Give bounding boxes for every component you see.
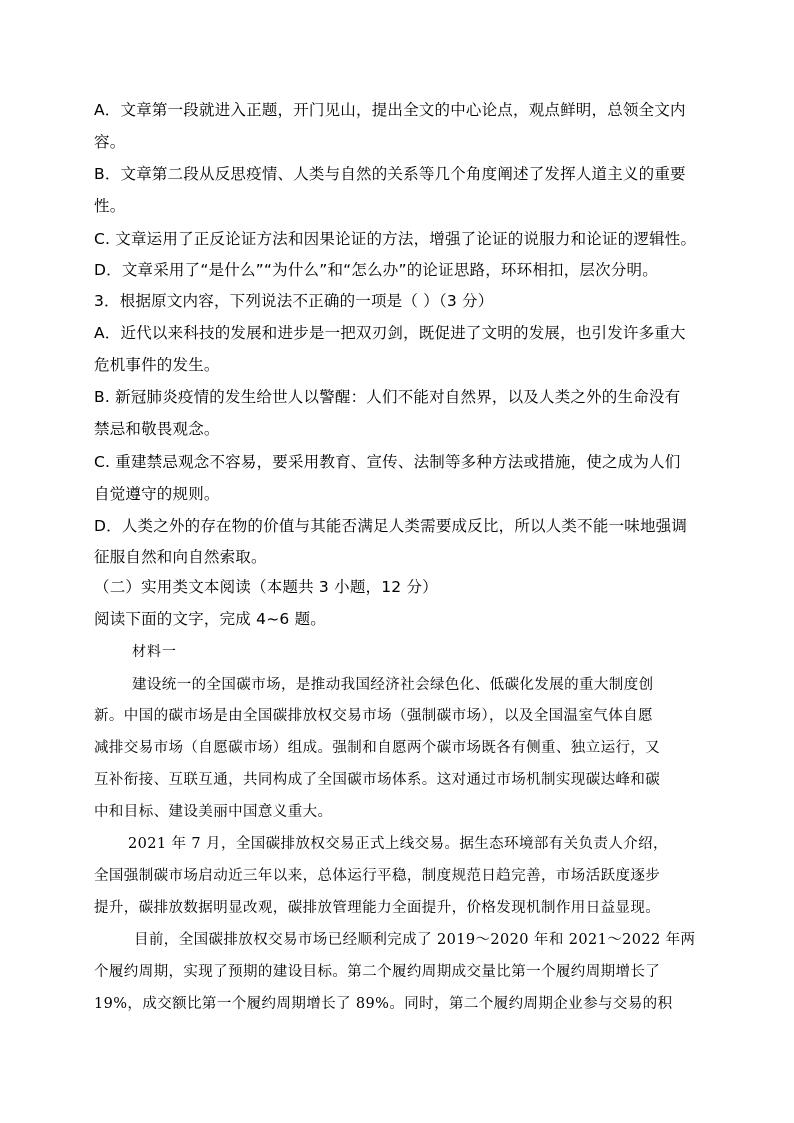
section-instruction: 阅读下面的文字，完成 4~6 题。: [94, 610, 326, 628]
q3-option-c-line1: C. 重建禁忌观念不容易，要采用教育、宣传、法制等多种方法或措施，使之成为人们: [94, 453, 681, 471]
q2-option-b-line2: 性。: [94, 197, 126, 215]
material-para1-line1: 建设统一的全国碳市场，是推动我国经济社会绿色化、低碳化发展的重大制度创: [132, 677, 654, 693]
q2-option-d: D．文章采用了“是什么”“为什么”和“怎么办”的论证思路，环环相扣，层次分明。: [94, 261, 658, 279]
material-para1-line4: 互补衔接、互联互通，共同构成了全国碳市场体系。这对通过市场机制实现碳达峰和碳: [94, 772, 661, 788]
q3-option-c-line2: 自觉遵守的规则。: [94, 485, 220, 503]
material-para2-line3: 提升，碳排放数据明显改观，碳排放管理能力全面提升，价格发现机制作用日益显现。: [94, 900, 661, 916]
q3-option-d-line2: 征服自然和向自然索取。: [94, 548, 267, 566]
material-para3-line2: 个履约周期，实现了预期的建设目标。第二个履约周期成交量比第一个履约周期增长了: [94, 964, 661, 980]
material-para3-line3: 19%，成交额比第一个履约周期增长了 89%。同时，第二个履约周期企业参与交易的积: [94, 996, 673, 1012]
q3-option-b-line2: 禁忌和敬畏观念。: [94, 420, 220, 438]
q3-option-a-line2: 危机事件的发生。: [94, 356, 220, 374]
q2-option-c: C. 文章运用了正反论证方法和因果论证的方法，增强了论证的说服力和论证的逻辑性。: [94, 230, 697, 248]
section-heading: （二）实用类文本阅读（本题共 3 小题，12 分）: [94, 578, 438, 596]
material-para1-line2: 新。中国的碳市场是由全国碳排放权交易市场（强制碳市场），以及全国温室气体自愿: [94, 708, 653, 724]
material-para2-line1: 2021 年 7 月，全国碳排放权交易正式上线交易。据生态环境部有关负责人介绍，: [128, 836, 668, 852]
material-para3-line1: 目前，全国碳排放权交易市场已经顺利完成了 2019～2020 年和 2021～2022 年两: [134, 932, 696, 948]
material-label: 材料一: [132, 644, 177, 660]
q2-option-a-line1: A．文章第一段就进入正题，开门见山，提出全文的中心论点，观点鲜明，总领全文内: [94, 101, 686, 119]
material-para1-line5: 中和目标、建设美丽中国意义重大。: [94, 804, 333, 820]
q3-option-d-line1: D．人类之外的存在物的价值与其能否满足人类需要成反比，所以人类不能一味地强调: [94, 517, 688, 535]
q2-option-b-line1: B．文章第二段从反思疫情、人类与自然的关系等几个角度阐述了发挥人道主义的重要: [94, 165, 686, 183]
q2-option-a-line2: 容。: [94, 133, 126, 151]
material-para1-line3: 减排交易市场（自愿碳市场）组成。强制和自愿两个碳市场既各有侧重、独立运行，又: [94, 740, 661, 756]
q3-stem: 3．根据原文内容，下列说法不正确的一项是（ ）（3 分）: [94, 292, 494, 310]
q3-option-a-line1: A．近代以来科技的发展和进步是一把双刃剑，既促进了文明的发展，也引发许多重大: [94, 324, 686, 342]
q3-option-b-line1: B. 新冠肺炎疫情的发生给世人以警醒：人们不能对自然界，以及人类之外的生命没有: [94, 388, 681, 406]
material-para2-line2: 全国强制碳市场启动近三年以来，总体运行平稳，制度规范日趋完善，市场活跃度逐步: [94, 868, 661, 884]
